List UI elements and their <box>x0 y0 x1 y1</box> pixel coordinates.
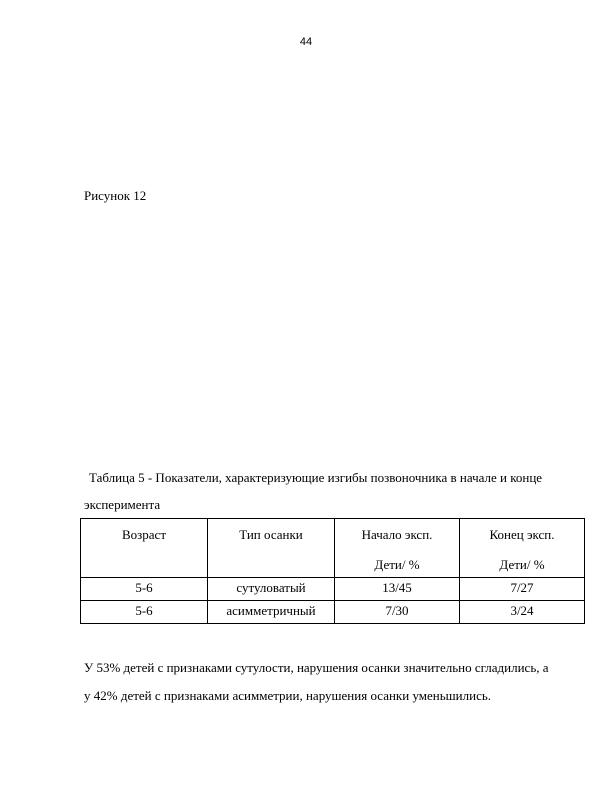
table-row <box>81 601 585 624</box>
header-posture-type-label: Тип осанки <box>239 527 303 542</box>
header-age-label: Возраст <box>121 527 167 542</box>
page-number: 44 <box>299 36 313 48</box>
header-start-sub: Дети/ % <box>374 557 420 572</box>
header-posture-type <box>208 519 335 578</box>
header-end <box>460 519 585 578</box>
table-cell-end: 3/24 <box>460 601 585 624</box>
table-cell-end: 7/27 <box>460 578 585 601</box>
header-start-label: Начало эксп. <box>361 527 433 542</box>
conclusion-paragraph <box>84 654 584 710</box>
table-cell-posture-type: асимметричный <box>208 601 335 624</box>
header-end-label: Конец эксп. <box>489 527 555 542</box>
table-cell-age: 5-6 <box>81 601 208 624</box>
posture-table <box>80 518 585 624</box>
table-cell-start: 13/45 <box>335 578 460 601</box>
table-cell-posture-type: сутуловатый <box>208 578 335 601</box>
header-end-sub: Дети/ % <box>499 557 545 572</box>
header-age <box>81 519 208 578</box>
table-row <box>81 578 585 601</box>
paragraph-line2: у 42% детей с признаками асимметрии, нарушения осанки уменьшились. <box>84 688 492 703</box>
table-caption <box>84 464 584 518</box>
table-header-row <box>81 519 585 578</box>
table-caption-line1: Таблица 5 - Показатели, характеризующие изгибы позвоночника в начале и конце <box>89 470 543 485</box>
header-start <box>335 519 460 578</box>
table-cell-start: 7/30 <box>335 601 460 624</box>
table-caption-line2: эксперимента <box>84 497 161 512</box>
figure-caption: Рисунок 12 <box>84 188 147 203</box>
paragraph-line1: У 53% детей с признаками сутулости, нарушения осанки значительно сгладились, а <box>84 660 549 675</box>
table-cell-age: 5-6 <box>81 578 208 601</box>
